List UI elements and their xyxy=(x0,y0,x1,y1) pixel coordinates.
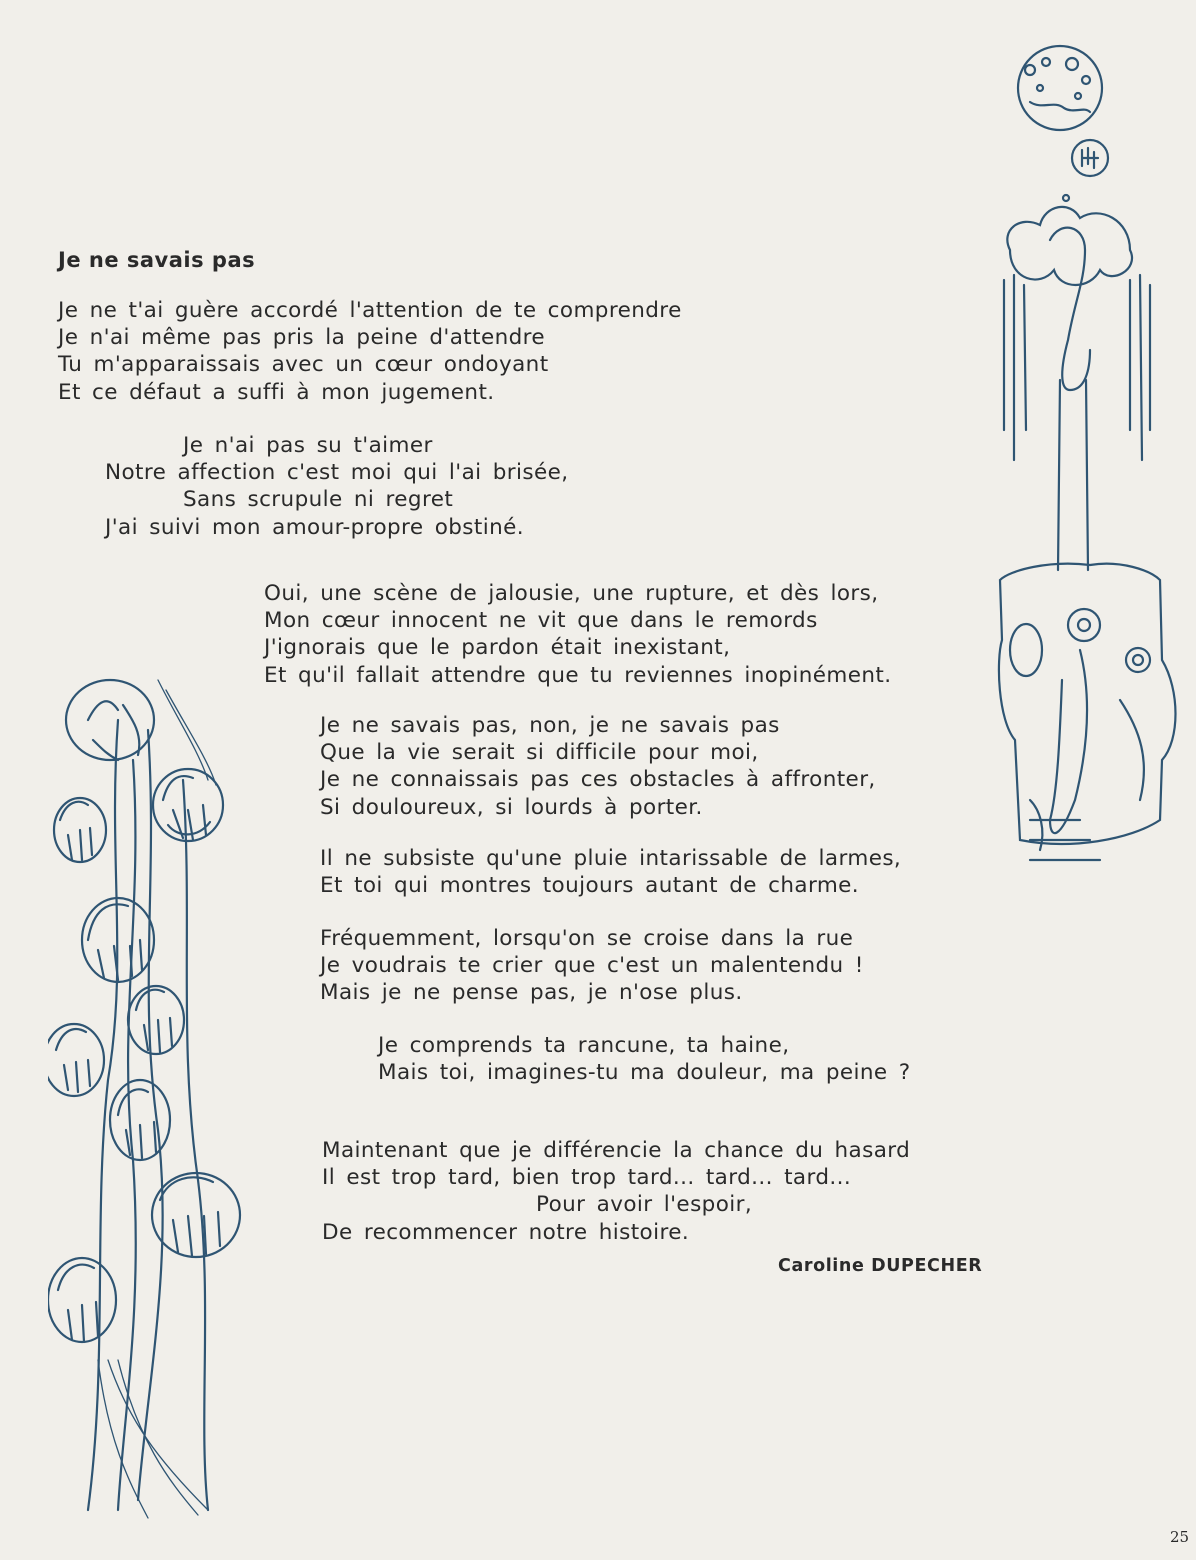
stanza-5 xyxy=(320,845,901,899)
poem-line: Si douloureux, si lourds à porter. xyxy=(320,794,703,820)
poem-line: Que la vie serait si difficile pour moi, xyxy=(320,740,759,766)
stanza-6 xyxy=(320,925,864,1007)
poem-line: Et toi qui montres toujours autant de charme. xyxy=(320,873,860,899)
poem-line: Mais je ne pense pas, je n'ose plus. xyxy=(320,980,743,1006)
poem-line: Pour avoir l'espoir, xyxy=(536,1192,753,1218)
stanza-7 xyxy=(378,1032,911,1086)
stanza-3 xyxy=(264,580,891,689)
poem-line: Et qu'il fallait attendre que tu reviennes inopinément. xyxy=(264,662,892,688)
poem-line: Maintenant que je différencie la chance du hasard xyxy=(322,1138,911,1163)
stanza-8 xyxy=(322,1137,910,1246)
poem-line: Je comprends ta rancune, ta haine, xyxy=(378,1033,790,1058)
poem-title: Je ne savais pas xyxy=(58,248,256,272)
poem-line: Sans scrupule ni regret xyxy=(183,487,454,513)
stanza-4 xyxy=(320,712,876,821)
poem-line: Il ne subsiste qu'une pluie intarissable de larmes, xyxy=(320,846,902,871)
poem-line: Et ce défaut a suffi à mon jugement. xyxy=(58,379,495,405)
poem-line: J'ai suivi mon amour-propre obstiné. xyxy=(105,514,524,540)
poem-line: Mon cœur innocent ne vit que dans le remords xyxy=(264,608,818,634)
page-number: 25 xyxy=(1170,1528,1190,1546)
poem-line: Je ne t'ai guère accordé l'attention de te comprendre xyxy=(58,298,682,323)
poem-line: J'ignorais que le pardon était inexistant, xyxy=(264,635,731,661)
pod-plant-drawing xyxy=(48,660,248,1520)
poem-line: Fréquemment, lorsqu'on se croise dans la rue xyxy=(320,926,854,951)
poem-line: Mais toi, imagines-tu ma douleur, ma peine ? xyxy=(378,1060,911,1086)
poem-line: Je ne connaissais pas ces obstacles à affronter, xyxy=(320,767,876,793)
poem-line: Il est trop tard, bien trop tard... tard... tard... xyxy=(322,1165,852,1191)
poem-line: Je ne savais pas, non, je ne savais pas xyxy=(320,713,780,738)
poem-line: Notre affection c'est moi qui l'ai brisée, xyxy=(105,460,569,486)
poem-line: De recommencer notre histoire. xyxy=(322,1219,690,1245)
totem-face-drawing xyxy=(990,40,1190,890)
poem-author: Caroline DUPECHER xyxy=(778,1256,983,1276)
poem-line: Je n'ai pas su t'aimer xyxy=(183,433,433,458)
poem-line: Je voudrais te crier que c'est un malentendu ! xyxy=(320,953,864,979)
stanza-2 xyxy=(105,432,569,541)
poem-line: Tu m'apparaissais avec un cœur ondoyant xyxy=(58,352,549,378)
stanza-1 xyxy=(58,297,682,406)
poem-line: Oui, une scène de jalousie, une rupture, et dès lors, xyxy=(264,581,879,606)
poem-line: Je n'ai même pas pris la peine d'attendre xyxy=(58,325,546,351)
